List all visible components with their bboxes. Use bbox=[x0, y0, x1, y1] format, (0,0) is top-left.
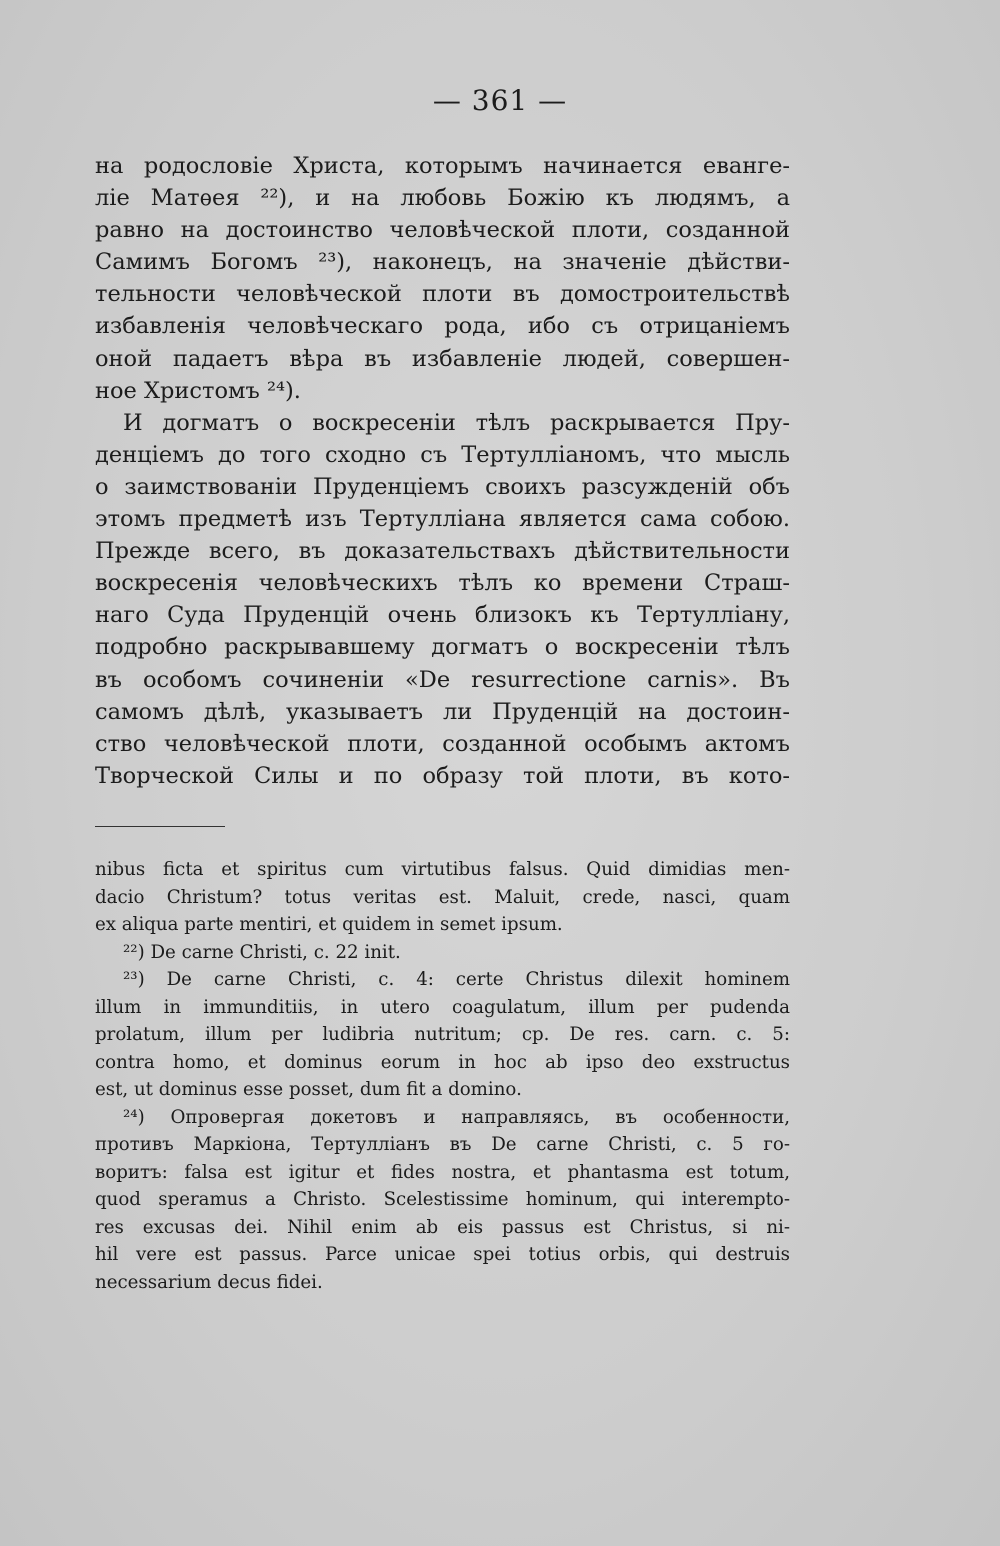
main-text-block bbox=[95, 150, 790, 792]
text-line: воскресенія человѣческихъ тѣлъ ко времени Страш- bbox=[95, 570, 790, 597]
text-line: оной падаетъ вѣра въ избавленіе людей, совершен- bbox=[95, 345, 790, 372]
text-line: о заимствованіи Пруденціемъ своихъ разсужденій объ bbox=[95, 473, 790, 500]
text-line: Прежде всего, въ доказательствахъ дѣйствительности bbox=[95, 538, 790, 565]
footnote-line: dacio Christum? totus veritas est. Maluit, crede, nasci, quam bbox=[95, 886, 790, 908]
text-line: Самимъ Богомъ ²³), наконецъ, на значеніе дѣйстви- bbox=[95, 249, 790, 276]
footnote-line: противъ Маркіона, Тертулліанъ въ De carne Christi, c. 5 го- bbox=[95, 1134, 790, 1155]
footnote-line: prolatum, illum per ludibria nutritum; cp. De res. carn. c. 5: bbox=[95, 1024, 790, 1045]
text-line: этомъ предметѣ изъ Тертулліана является сама собою. bbox=[95, 506, 790, 533]
text-line: равно на достоинство человѣческой плоти, созданной bbox=[95, 217, 790, 244]
footnotes-block bbox=[95, 856, 790, 1296]
footnote-line: res excusas dei. Nihil enim ab eis passus est Christus, si ni- bbox=[95, 1216, 790, 1238]
footnote-line: hil vere est passus. Parce unicae spei totius orbis, qui destruis bbox=[95, 1244, 790, 1265]
footnote-23: ²³) De carne Christi, c. 4: certe Christus dilexit hominem bbox=[123, 969, 790, 990]
text-line: самомъ дѣлѣ, указываетъ ли Пруденцій на достоин- bbox=[95, 698, 790, 725]
page-number: — 361 — bbox=[432, 84, 568, 117]
text-line: на родословіе Христа, которымъ начинается еванге- bbox=[95, 153, 790, 179]
text-line: тельности человѣческой плоти въ домостроительствѣ bbox=[95, 281, 790, 308]
text-line: ство человѣческой плоти, созданной особымъ актомъ bbox=[95, 730, 790, 757]
footnote-line: nibus ficta et spiritus cum virtutibus falsus. Quid dimidias men- bbox=[95, 859, 790, 880]
text-line: ліе Матѳея ²²), и на любовь Божію къ людямъ, а bbox=[95, 185, 790, 212]
text-line: наго Суда Пруденцій очень близокъ къ Тертулліану, bbox=[95, 602, 790, 629]
footnote-line: illum in immunditiis, in utero coagulatum, illum per pudenda bbox=[95, 996, 790, 1018]
footnote-line: воритъ: falsa est igitur et fides nostra, et phantasma est totum, bbox=[95, 1161, 790, 1183]
text-line: избавленія человѣческаго рода, ибо съ отрицаніемъ bbox=[95, 313, 790, 340]
paragraph-start-line: И догматъ о воскресеніи тѣлъ раскрывается Пру- bbox=[123, 409, 790, 436]
footnote-line: quod speramus a Christo. Scelestissime hominum, qui interempto- bbox=[95, 1189, 790, 1210]
footnote-line: ex aliqua parte mentiri, et quidem in semet ipsum. bbox=[95, 914, 563, 935]
text-line: ное Христомъ ²⁴). bbox=[95, 377, 301, 404]
footnote-line: necessarium decus fidei. bbox=[95, 1271, 323, 1293]
footnote-divider bbox=[95, 826, 225, 827]
footnote-22: ²²) De carne Christi, c. 22 init. bbox=[123, 941, 401, 963]
footnote-24: ²⁴) Опровергая докетовъ и направляясь, въ особенности, bbox=[123, 1106, 790, 1128]
text-line: подробно раскрывавшему догматъ о воскресеніи тѣлъ bbox=[95, 634, 790, 661]
text-line: Творческой Силы и по образу той плоти, въ кото- bbox=[95, 762, 790, 789]
footnote-line: est, ut dominus esse posset, dum fit a domino. bbox=[95, 1079, 522, 1100]
text-line: въ особомъ сочиненіи «De resurrectione carnis». Въ bbox=[95, 666, 790, 693]
footnote-line: contra homo, et dominus eorum in hoc ab ipso deo exstructus bbox=[95, 1051, 790, 1073]
text-line: денціемъ до того сходно съ Тертулліаномъ, что мысль bbox=[95, 441, 790, 468]
